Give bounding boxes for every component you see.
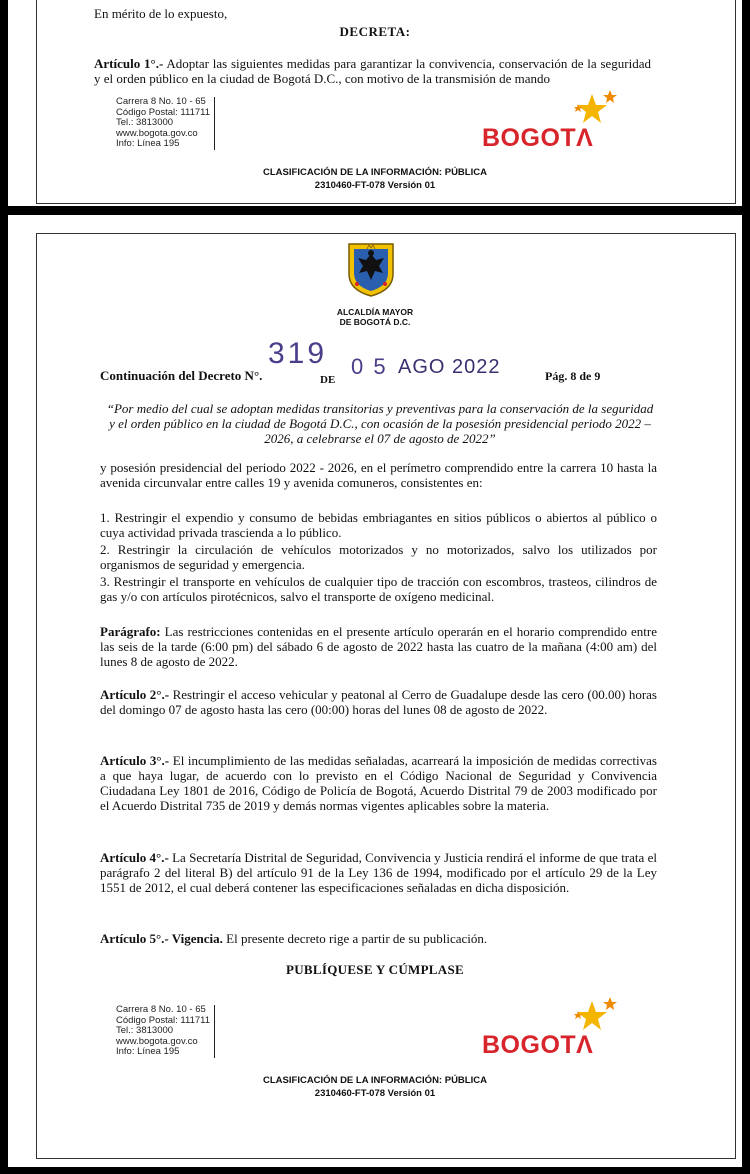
article-4-paragraph <box>100 850 657 895</box>
article-5-text: El presente decreto rige a partir de su publicación. <box>222 931 488 946</box>
article-4-text: La Secretaría Distrital de Seguridad, Convivencia y Justicia rendirá el informe de que trata el parágrafo 2 del literal B) del artículo 91 de la Ley 136 de 1994, modificado por el artículo 29 de la Ley 1551 de 2012, el cual deberá contener las especificaciones señaladas en dicha disposición. <box>100 850 657 895</box>
intro-paragraph: y posesión presidencial del periodo 2022 - 2026, en el perímetro comprendido entre la carrera 10 hasta la avenida circunvalar entre calles 19 y avenida comuneros, consistentes en: <box>100 460 657 490</box>
classification-label: CLASIFICACIÓN DE LA INFORMACIÓN: PÚBLICA <box>263 167 487 178</box>
article-3-heading: Artículo 3°.- <box>100 753 170 768</box>
footer-address <box>116 1005 215 1058</box>
article-5-paragraph <box>100 931 657 946</box>
website-line: www.bogota.gov.co <box>116 127 198 139</box>
page-number-label: Pág. 8 de 9 <box>545 369 601 383</box>
address-line: Carrera 8 No. 10 - 65 <box>116 1004 206 1015</box>
info-line: Info: Línea 195 <box>116 138 180 149</box>
decree-number-stamp: 319 <box>268 337 328 370</box>
article-1-heading: Artículo 1°.- <box>94 56 164 71</box>
bogota-wordmark: BOGOTΛ <box>482 124 594 152</box>
paragrafo-heading: Parágrafo: <box>100 624 161 639</box>
bogota-logo <box>482 999 622 1059</box>
paragrafo-paragraph <box>100 624 657 669</box>
form-code-label: 2310460-FT-078 Versión 01 <box>314 1088 436 1099</box>
address-line: Carrera 8 No. 10 - 65 <box>116 96 206 107</box>
classification-label: CLASIFICACIÓN DE LA INFORMACIÓN: PÚBLICA <box>263 1075 487 1086</box>
footer-address <box>116 97 215 150</box>
continuation-label: Continuación del Decreto N°. <box>100 368 263 383</box>
preamble-text: En mérito de lo expuesto, <box>94 6 228 21</box>
stamp-date-day: 0 5 <box>351 354 388 379</box>
article-3-paragraph <box>100 753 657 813</box>
document-page-previous <box>8 0 742 206</box>
measure-1: 1. Restringir el expendio y consumo de bebidas embriagantes en sitios públicos o abiertos al público o cuya actividad privada trascienda a lo público. <box>100 510 657 540</box>
paragrafo-text: Las restricciones contenidas en el presente artículo operarán en el horario comprendido entre las seis de la tarde (6:00 pm) del sábado 6 de agosto de 2022 hasta las cuatro de la mañana (4:00 am) del lunes 8 de agosto de 2022. <box>100 624 657 669</box>
de-label: DE <box>320 374 336 386</box>
alcaldia-line-1: ALCALDÍA MAYOR <box>336 307 414 317</box>
alcaldia-label <box>8 307 742 327</box>
decree-title-quote: “Por medio del cual se adoptan medidas transitorias y preventivas para la conservación de la seguridad y el orden público en la ciudad de Bogotá D.C., con ocasión de la posesión presidencial periodo 2022 – 2026, a celebrarse el 07 de agosto de 2022” <box>106 401 654 446</box>
info-line: Info: Línea 195 <box>116 1046 180 1057</box>
article-2-text: Restringir el acceso vehicular y peatonal al Cerro de Guadalupe desde las cero (00.00) horas del domingo 07 de agosto hasta las cero (00:00) horas del lunes 08 de agosto de 2022. <box>100 687 657 717</box>
bogota-coat-of-arms-icon <box>346 240 396 298</box>
article-4-heading: Artículo 4°.- <box>100 850 169 865</box>
document-page-8 <box>8 215 742 1167</box>
bogota-logo <box>482 92 622 152</box>
article-5-heading: Artículo 5°.- Vigencia. <box>100 931 223 946</box>
website-line: www.bogota.gov.co <box>116 1035 198 1047</box>
article-1-text: Adoptar las siguientes medidas para garantizar la convivencia, conservación de la seguridad y el orden público en la ciudad de Bogotá D.C., con motivo de la transmisión de mando <box>94 56 651 86</box>
decreta-heading: DECRETA: <box>339 24 411 39</box>
measure-3: 3. Restringir el transporte en vehículos de cualquier tipo de tracción con escombros, trasteos, cilindros de gas y/o con artículos pirotécnicos, salvo el transporte de oxígeno medicinal. <box>100 574 657 604</box>
article-2-paragraph <box>100 687 657 717</box>
bogota-wordmark: BOGOTΛ <box>482 1031 594 1059</box>
phone-line: Tel.: 3813000 <box>116 1025 174 1036</box>
article-3-text: El incumplimiento de las medidas señaladas, acarreará la imposición de medidas correctivas a que haya lugar, de acuerdo con lo previsto en el Código Nacional de Seguridad y Convivencia Ciudadana Ley 1801 de 2016, Código de Policía de Bogotá, Acuerdo Distrital 79 de 2003 modificado por el Acuerdo Distrital 735 de 2019 y demás normas vigentes aplicables sobre la materia. <box>100 753 657 813</box>
postal-code-line: Código Postal: 111711 <box>116 106 211 118</box>
alcaldia-line-2: DE BOGOTÁ D.C. <box>339 317 411 327</box>
stamp-date-month-year: AGO 2022 <box>398 356 501 378</box>
phone-line: Tel.: 3813000 <box>116 117 174 128</box>
form-code-label: 2310460-FT-078 Versión 01 <box>314 180 436 191</box>
article-2-heading: Artículo 2°.- <box>100 687 170 702</box>
postal-code-line: Código Postal: 111711 <box>116 1014 211 1026</box>
article-1-paragraph <box>94 56 651 86</box>
closing-heading: PUBLÍQUESE Y CÚMPLASE <box>286 962 464 977</box>
measure-2: 2. Restringir la circulación de vehículos motorizados y no motorizados, salvo los utilizados por organismos de seguridad y emergencia. <box>100 542 657 572</box>
